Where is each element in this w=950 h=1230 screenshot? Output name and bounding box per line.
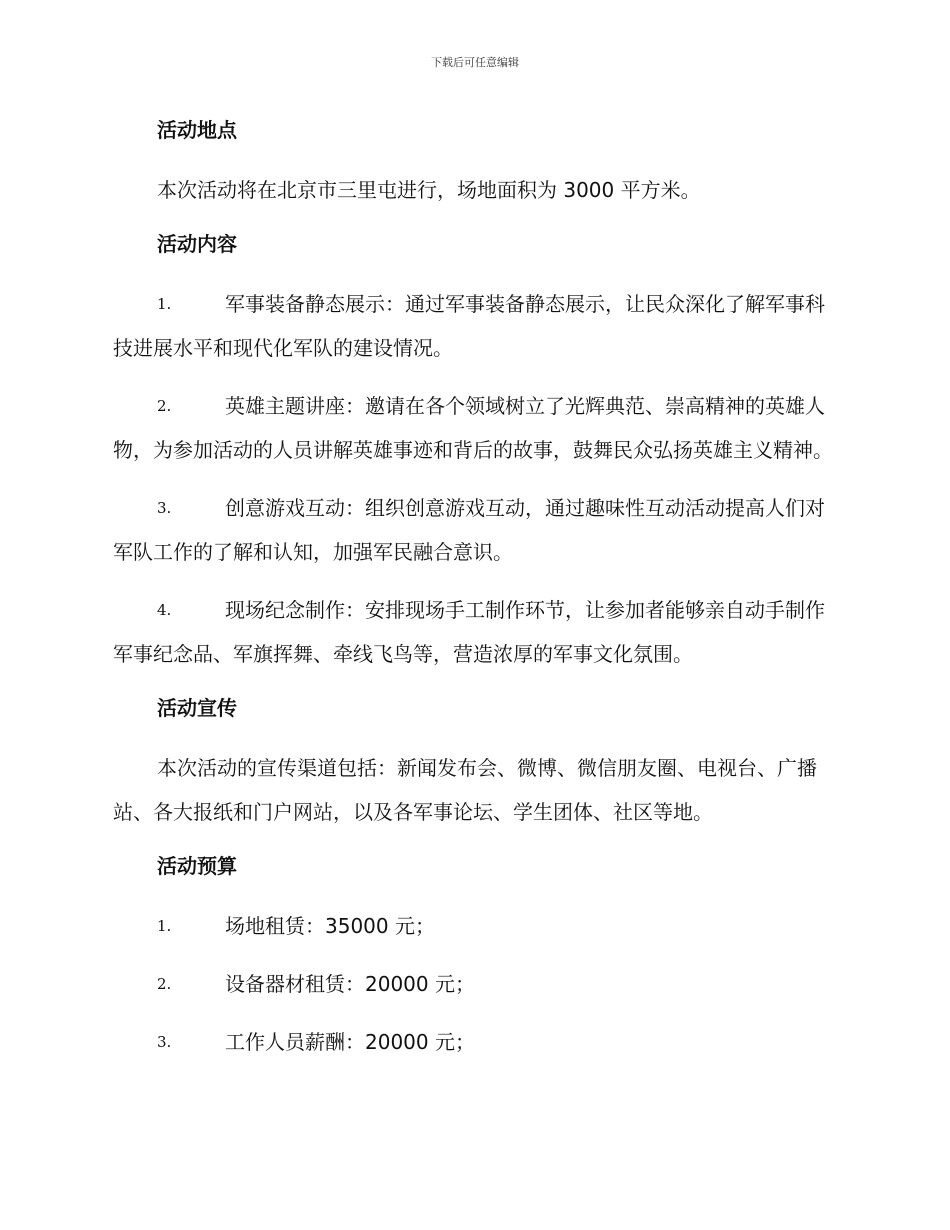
content-item-1 [113, 282, 835, 370]
list-item-text: 现场纪念制作：安排现场手工制作环节，让参加者能够亲自动手制作军事纪念品、军旗挥舞、牵线飞鸟等，营造浓厚的军事文化氛围。 [113, 598, 825, 666]
budget-item-1 [113, 904, 835, 948]
page-header: 下载后可任意编辑 [431, 56, 519, 69]
promotion-paragraph: 本次活动的宣传渠道包括：新闻发布会、微博、微信朋友圈、电视台、广播站、各大报纸和门户网站，以及各军事论坛、学生团体、社区等地。 [113, 756, 817, 824]
budget-item-2 [113, 962, 835, 1006]
list-number: 3. [157, 499, 172, 517]
section-title-content: 活动内容 [157, 232, 237, 256]
list-item-text: 工作人员薪酬：20000 元； [225, 1030, 475, 1054]
content-item-3 [113, 486, 835, 574]
list-number: 4. [157, 601, 172, 619]
list-item-text: 军事装备静态展示：通过军事装备静态展示，让民众深化了解军事科技进展水平和现代化军队的建设情况。 [113, 292, 825, 360]
section-title-promotion: 活动宣传 [157, 696, 237, 720]
list-item-text: 设备器材租赁：20000 元； [225, 972, 475, 996]
budget-item-3 [113, 1020, 835, 1064]
list-number: 1. [157, 917, 172, 935]
list-item-text: 场地租赁：35000 元； [225, 914, 435, 938]
list-item-text: 英雄主题讲座：邀请在各个领域树立了光辉典范、崇高精神的英雄人物，为参加活动的人员讲解英雄事迹和背后的故事，鼓舞民众弘扬英雄主义精神。 [113, 394, 833, 462]
content-item-2 [113, 384, 835, 472]
list-number: 2. [157, 397, 172, 415]
list-item-text: 创意游戏互动：组织创意游戏互动，通过趣味性互动活动提高人们对军队工作的了解和认知，加强军民融合意识。 [113, 496, 825, 564]
list-number: 2. [157, 975, 172, 993]
section-title-location: 活动地点 [157, 118, 237, 142]
content-item-4 [113, 588, 835, 676]
list-number: 1. [157, 295, 172, 313]
location-paragraph: 本次活动将在北京市三里屯进行，场地面积为 3000 平方米。 [157, 178, 701, 202]
section-title-budget: 活动预算 [157, 854, 237, 878]
list-number: 3. [157, 1033, 172, 1051]
document-body [113, 112, 835, 1078]
